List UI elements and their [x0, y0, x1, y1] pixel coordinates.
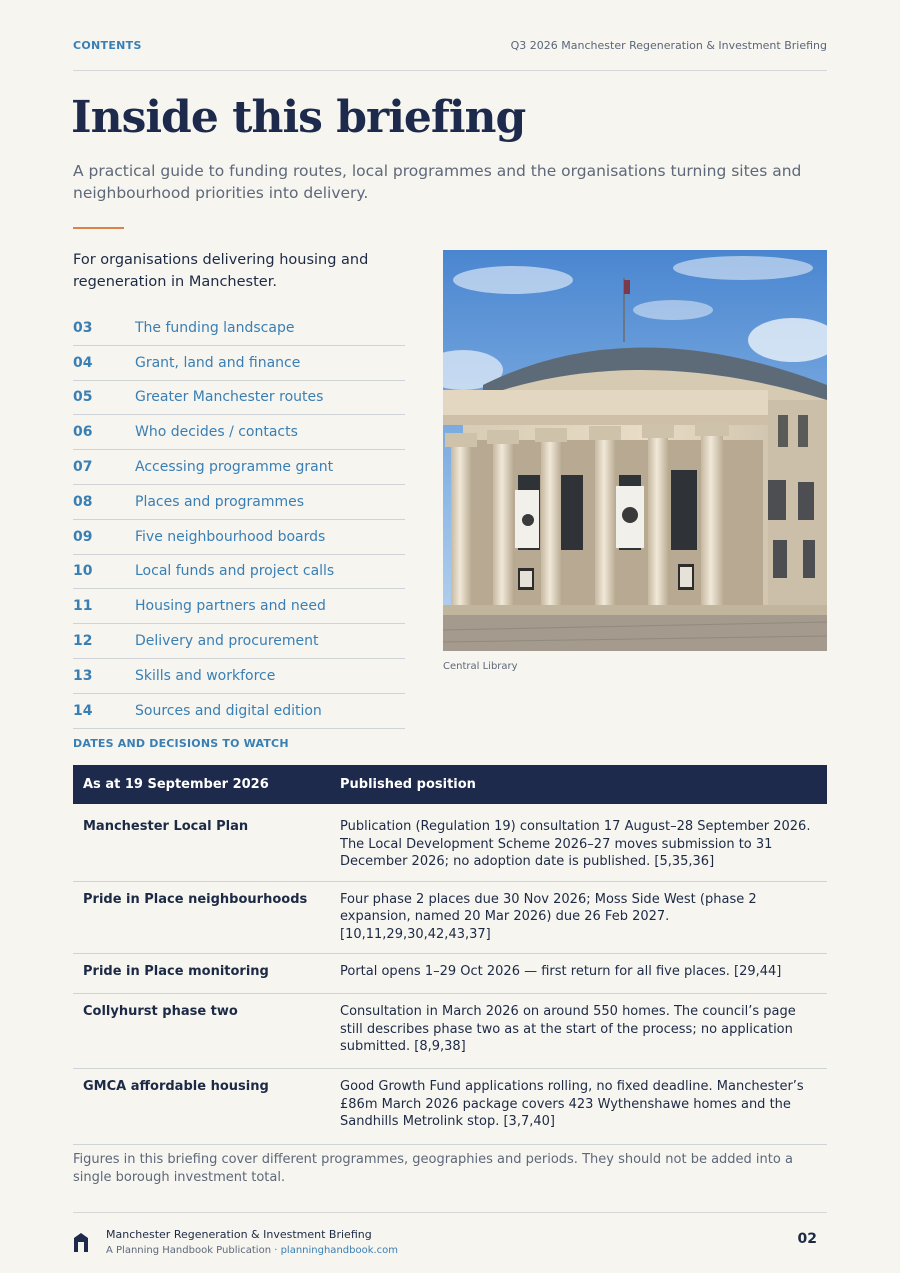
toc-item[interactable] — [73, 694, 405, 729]
column-header: Published position — [330, 765, 827, 804]
toc-item[interactable] — [73, 624, 405, 659]
column-header: As at 19 September 2026 — [73, 765, 330, 804]
toc-page-number: 13 — [73, 667, 93, 684]
toc-link[interactable]: Local funds and project calls — [135, 563, 335, 580]
toc-link[interactable]: Housing partners and need — [135, 598, 326, 615]
toc-item[interactable] — [73, 659, 405, 694]
table-row — [73, 881, 827, 954]
toc-item[interactable] — [73, 589, 405, 624]
toc-page-number: 09 — [73, 528, 93, 545]
toc-page-number: 05 — [73, 389, 93, 406]
page-header — [73, 0, 827, 71]
toc-page-number: 06 — [73, 424, 93, 441]
website-link[interactable]: planninghandbook.com — [280, 1245, 399, 1256]
section-heading: DATES AND DECISIONS TO WATCH — [73, 737, 289, 750]
intro-text: For organisations delivering housing and regeneration in Manchester. — [73, 252, 369, 290]
row-value: Consultation in March 2026 on around 550 homes. The council’s page still describes phase two as at the start of the process; no application submitted. [8,9,38] — [330, 994, 827, 1069]
page-number: 02 — [797, 1231, 817, 1247]
toc-page-number: 04 — [73, 354, 93, 371]
footer-title: Manchester Regeneration & Investment Briefing — [106, 1228, 372, 1241]
lede: A practical guide to funding routes, local programmes and the organisations turning sites and neighbourhood priorities into delivery. — [73, 162, 802, 202]
toc-link[interactable]: Grant, land and finance — [135, 354, 301, 371]
toc-link[interactable]: Sources and digital edition — [135, 702, 322, 719]
toc-item[interactable] — [73, 520, 405, 555]
toc-page-number: 14 — [73, 702, 93, 719]
table-row — [73, 1069, 827, 1145]
row-label: Pride in Place neighbourhoods — [73, 881, 330, 954]
toc-page-number: 08 — [73, 493, 93, 510]
toc-page-number: 03 — [73, 319, 93, 336]
toc-item[interactable] — [73, 381, 405, 416]
photo-caption: Central Library — [443, 661, 518, 672]
toc-page-number: 10 — [73, 563, 93, 580]
toc-page-number: 07 — [73, 459, 93, 476]
row-value: Four phase 2 places due 30 Nov 2026; Moss Side West (phase 2 expansion, named 20 Mar 2026) due 26 Feb 2027. [10,11,29,30,42,43,37] — [330, 881, 827, 954]
section-label: CONTENTS — [73, 39, 142, 52]
central-library-photo — [443, 250, 827, 651]
row-label: Pride in Place monitoring — [73, 954, 330, 994]
table-of-contents — [73, 311, 405, 729]
toc-link[interactable]: Delivery and procurement — [135, 633, 319, 650]
table-row — [73, 954, 827, 994]
toc-link[interactable]: Skills and workforce — [135, 667, 276, 684]
toc-link[interactable]: Greater Manchester routes — [135, 389, 324, 406]
toc-link[interactable]: The funding landscape — [135, 319, 295, 336]
row-value: Publication (Regulation 19) consultation 17 August–28 September 2026. The Local Development Scheme 2026–27 moves submission to 31 December 2026; no adoption date is published. [5,35,36] — [330, 804, 827, 881]
row-value: Good Growth Fund applications rolling, no fixed deadline. Manchester’s £86m March 2026 package covers 423 Wythenshawe homes and the Sandhills Metrolink stop. [3,7,40] — [330, 1069, 827, 1145]
row-label: Manchester Local Plan — [73, 804, 330, 881]
row-label: Collyhurst phase two — [73, 994, 330, 1069]
page-footer — [73, 1212, 827, 1273]
toc-link[interactable]: Who decides / contacts — [135, 424, 298, 441]
footnote: Figures in this briefing cover different programmes, geographies and periods. They should not be added into a single borough investment total. — [73, 1152, 793, 1185]
table-row — [73, 804, 827, 881]
dates-table — [73, 765, 827, 1145]
row-value: Portal opens 1–29 Oct 2026 — first return for all five places. [29,44] — [330, 954, 827, 994]
table-row — [73, 994, 827, 1069]
toc-item[interactable] — [73, 485, 405, 520]
toc-item[interactable] — [73, 415, 405, 450]
row-label: GMCA affordable housing — [73, 1069, 330, 1145]
accent-rule — [73, 227, 124, 229]
publisher-text: A Planning Handbook Publication · — [106, 1245, 281, 1256]
toc-item[interactable] — [73, 346, 405, 381]
page-title: Inside this briefing — [71, 92, 526, 143]
publication-title: Q3 2026 Manchester Regeneration & Investment Briefing — [510, 39, 827, 52]
toc-item[interactable] — [73, 450, 405, 485]
toc-page-number: 11 — [73, 598, 93, 615]
toc-item[interactable] — [73, 311, 405, 346]
toc-link[interactable]: Places and programmes — [135, 493, 305, 510]
publisher-logo-icon — [73, 1232, 89, 1252]
toc-link[interactable]: Accessing programme grant — [135, 459, 334, 476]
footer-publisher — [106, 1245, 398, 1256]
table-header-row — [73, 765, 827, 804]
toc-item[interactable] — [73, 555, 405, 590]
toc-page-number: 12 — [73, 633, 93, 650]
toc-link[interactable]: Five neighbourhood boards — [135, 528, 326, 545]
